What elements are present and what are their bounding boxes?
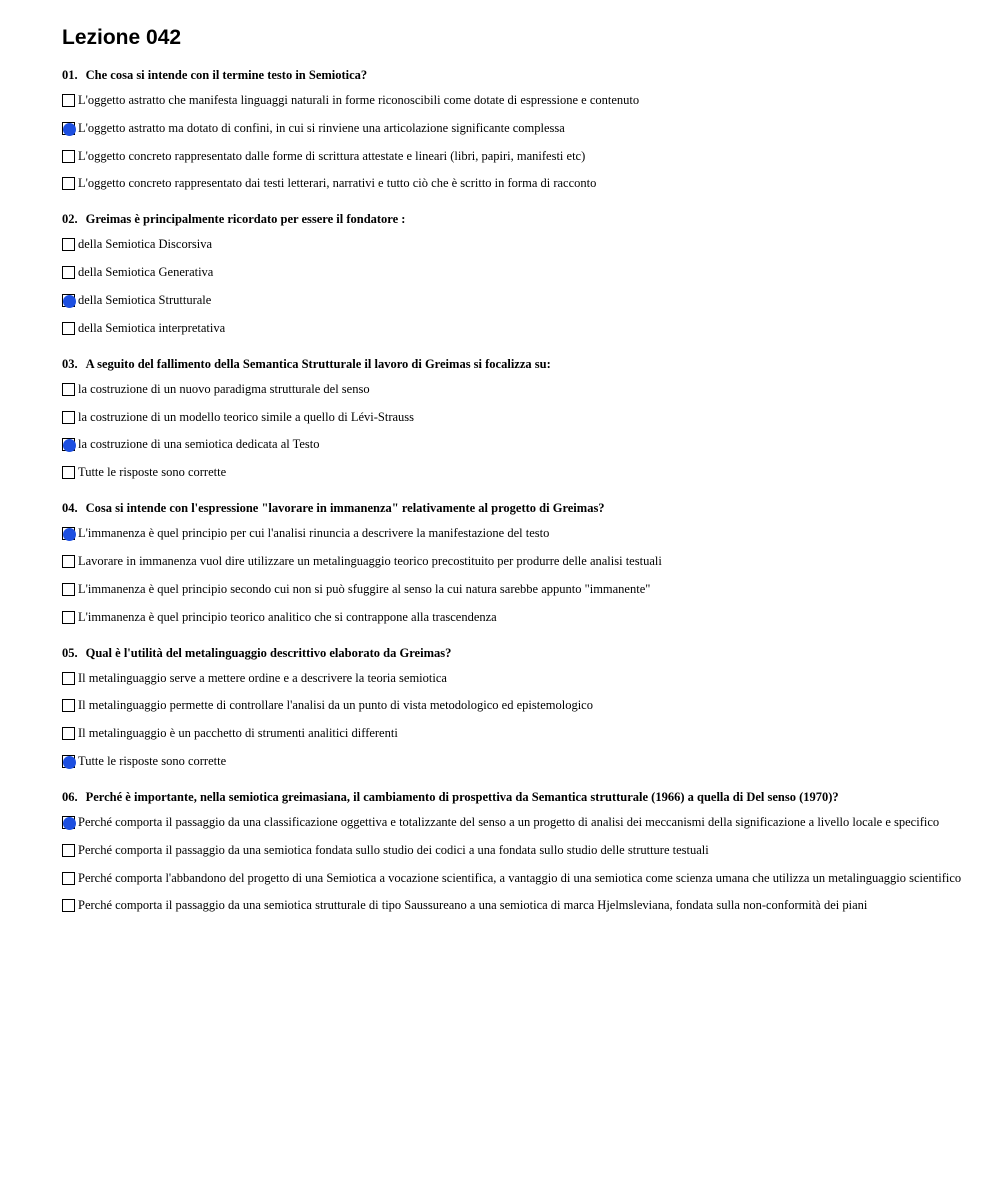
question-block [62, 645, 962, 769]
answer-label: L'oggetto concreto rappresentato dai testi letterari, narrativi e tutto ciò che è scritto in forma di racconto [78, 176, 597, 191]
answer-option [62, 871, 962, 886]
question-number: 02. [62, 212, 78, 227]
question-block [62, 789, 962, 913]
answer-label: L'immanenza è quel principio secondo cui non si può sfuggire al senso la cui natura sarebbe appunto "immanente" [78, 581, 651, 596]
answer-label: Perché comporta il passaggio da una classificazione oggettiva e totalizzante del senso a un progetto di analisi dei meccanismi della significazione a livello locale e specifico [78, 814, 940, 829]
answer-label: Perché comporta il passaggio da una semiotica strutturale di tipo Saussureano a una semiotica di marca Hjelmsleviana, fondata sulla non-conformità dei piani [78, 898, 868, 913]
answer-option [62, 265, 962, 280]
question-block [62, 67, 962, 191]
question-text: Che cosa si intende con il termine testo in Semiotica? [85, 68, 368, 82]
selected-dot-icon [63, 817, 76, 830]
question-list [62, 67, 962, 913]
selected-dot-icon [63, 295, 76, 308]
answer-checkbox-checked[interactable] [62, 816, 75, 829]
quiz-page [62, 26, 962, 933]
answer-checkbox[interactable] [62, 844, 75, 857]
answer-option [62, 410, 962, 425]
answer-checkbox[interactable] [62, 94, 75, 107]
answer-checkbox[interactable] [62, 177, 75, 190]
answer-option [62, 610, 962, 625]
answer-option [62, 93, 962, 108]
question-number: 03. [62, 356, 78, 371]
answer-checkbox[interactable] [62, 899, 75, 912]
answer-checkbox[interactable] [62, 383, 75, 396]
answer-option [62, 321, 962, 336]
question-number: 01. [62, 68, 78, 82]
answer-label: Lavorare in immanenza vuol dire utilizzare un metalinguaggio teorico precostituito per produrre delle analisi testuali [78, 553, 662, 568]
selected-dot-icon [63, 756, 76, 769]
answer-checkbox[interactable] [62, 872, 75, 885]
question-text: Perché è importante, nella semiotica greimasiana, il cambiamento di prospettiva da Semantica strutturale (1966) a quella di Del senso (1970)? [85, 789, 839, 804]
question-heading [62, 645, 962, 661]
answer-label: Il metalinguaggio serve a mettere ordine e a descrivere la teoria semiotica [78, 670, 447, 685]
question-number: 05. [62, 645, 78, 660]
answer-option [62, 149, 962, 164]
answer-option [62, 843, 962, 858]
answer-checkbox-checked[interactable] [62, 122, 75, 135]
answer-label: della Semiotica interpretativa [78, 320, 226, 335]
answer-label: la costruzione di un modello teorico simile a quello di Lévi-Strauss [78, 409, 415, 424]
answer-option [62, 815, 962, 830]
answer-option [62, 176, 962, 191]
question-block [62, 356, 962, 480]
answer-checkbox[interactable] [62, 727, 75, 740]
answer-checkbox[interactable] [62, 238, 75, 251]
answer-label: Tutte le risposte sono corrette [78, 465, 227, 480]
question-text: Greimas è principalmente ricordato per essere il fondatore : [85, 212, 406, 227]
question-heading [62, 211, 962, 227]
answer-option [62, 554, 962, 569]
question-block [62, 500, 962, 624]
answer-option [62, 526, 962, 541]
answer-option [62, 237, 962, 252]
answer-label: L'immanenza è quel principio teorico analitico che si contrappone alla trascendenza [78, 609, 497, 624]
answer-label: la costruzione di una semiotica dedicata al Testo [78, 437, 320, 452]
question-text: Qual è l'utilità del metalinguaggio descrittivo elaborato da Greimas? [85, 645, 452, 660]
answer-option [62, 582, 962, 597]
answer-checkbox[interactable] [62, 322, 75, 335]
question-text: Cosa si intende con l'espressione "lavorare in immanenza" relativamente al progetto di Greimas? [85, 501, 605, 516]
answer-checkbox-checked[interactable] [62, 438, 75, 451]
selected-dot-icon [63, 123, 76, 136]
answer-option [62, 465, 962, 480]
answer-option [62, 382, 962, 397]
answer-label: Tutte le risposte sono corrette [78, 753, 227, 768]
page-title: Lezione 042 [62, 26, 182, 49]
selected-dot-icon [63, 528, 76, 541]
answer-checkbox-checked[interactable] [62, 294, 75, 307]
answer-option [62, 754, 962, 769]
answer-checkbox-checked[interactable] [62, 527, 75, 540]
answer-option [62, 898, 962, 913]
answer-checkbox-checked[interactable] [62, 755, 75, 768]
answer-option [62, 698, 962, 713]
question-number: 04. [62, 501, 78, 516]
answer-label: Il metalinguaggio è un pacchetto di strumenti analitici differenti [78, 726, 398, 741]
question-heading [62, 500, 962, 516]
answer-label: Il metalinguaggio permette di controllare l'analisi da un punto di vista metodologico ed epistemologico [78, 698, 593, 713]
question-block [62, 211, 962, 335]
answer-label: Perché comporta il passaggio da una semiotica fondata sullo studio dei codici a una fondata sullo studio delle strutture testuali [78, 842, 709, 857]
answer-option [62, 437, 962, 452]
answer-checkbox[interactable] [62, 411, 75, 424]
answer-checkbox[interactable] [62, 583, 75, 596]
answer-checkbox[interactable] [62, 611, 75, 624]
answer-label: Perché comporta l'abbandono del progetto di una Semiotica a vocazione scientifica, a vantaggio di una semiotica come scienza umana che utilizza un metalinguaggio scientifico [78, 870, 962, 885]
question-heading [62, 67, 962, 83]
answer-label: L'immanenza è quel principio per cui l'analisi rinuncia a descrivere la manifestazione del testo [78, 526, 550, 541]
answer-label: della Semiotica Strutturale [78, 292, 212, 307]
selected-dot-icon [63, 439, 76, 452]
question-heading [62, 789, 962, 805]
answer-label: della Semiotica Discorsiva [78, 237, 212, 252]
answer-option [62, 293, 962, 308]
answer-checkbox[interactable] [62, 672, 75, 685]
answer-checkbox[interactable] [62, 699, 75, 712]
answer-checkbox[interactable] [62, 266, 75, 279]
answer-label: della Semiotica Generativa [78, 265, 214, 280]
answer-option [62, 726, 962, 741]
question-heading [62, 356, 962, 372]
answer-label: L'oggetto astratto ma dotato di confini, in cui si rinviene una articolazione significante complessa [78, 120, 565, 135]
answer-label: L'oggetto astratto che manifesta linguaggi naturali in forme riconoscibili come dotate di espressione e contenuto [78, 93, 640, 107]
answer-option [62, 121, 962, 136]
question-text: A seguito del fallimento della Semantica Strutturale il lavoro di Greimas si focalizza su: [85, 356, 551, 371]
answer-label: L'oggetto concreto rappresentato dalle forme di scrittura attestate e lineari (libri, papiri, manifesti etc) [78, 148, 586, 163]
answer-checkbox[interactable] [62, 466, 75, 479]
answer-checkbox[interactable] [62, 150, 75, 163]
answer-label: la costruzione di un nuovo paradigma strutturale del senso [78, 381, 370, 396]
answer-option [62, 671, 962, 686]
question-number: 06. [62, 789, 78, 804]
answer-checkbox[interactable] [62, 555, 75, 568]
